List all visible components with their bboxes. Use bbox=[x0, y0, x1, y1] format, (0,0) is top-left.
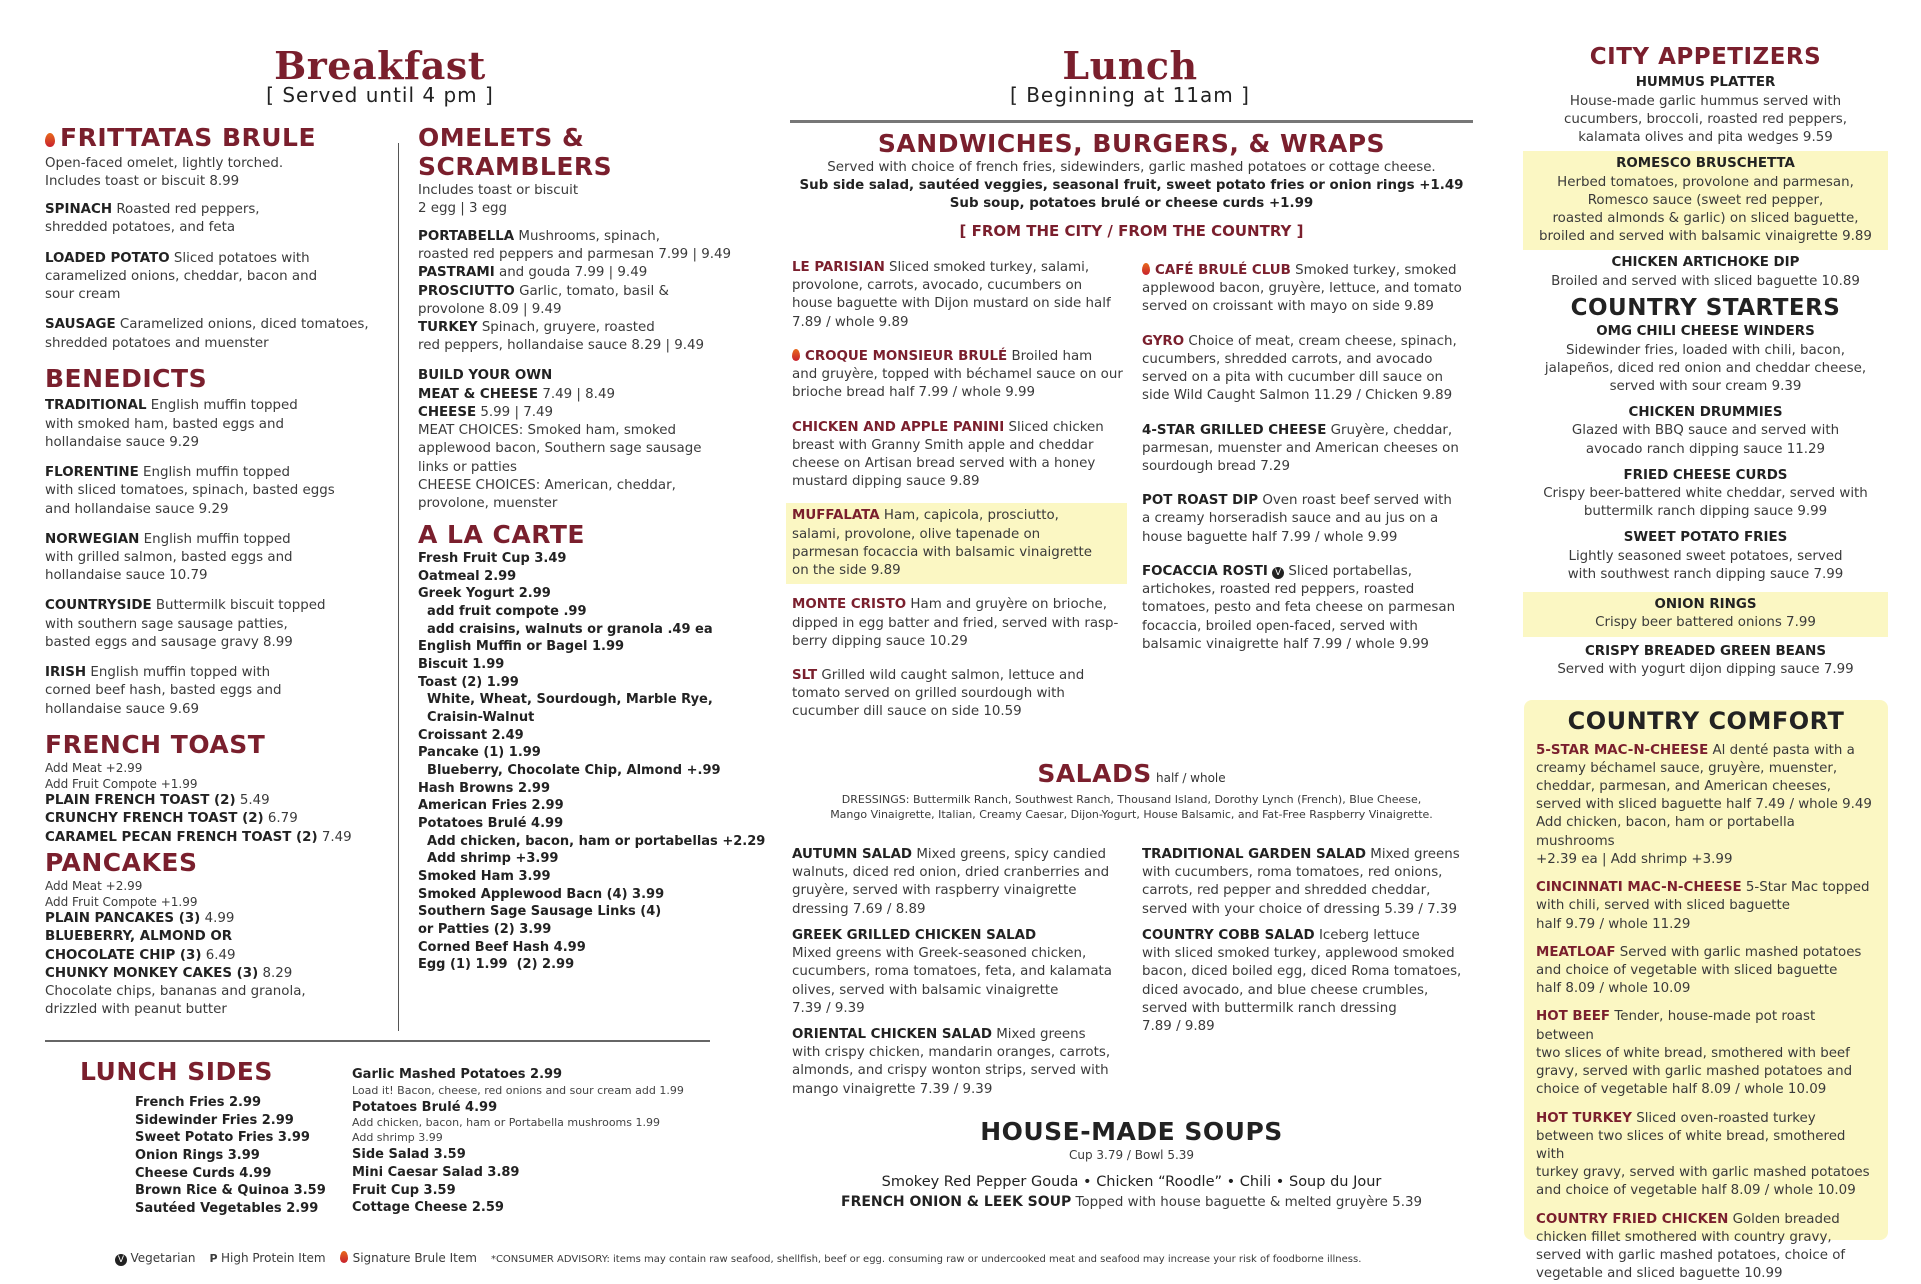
sandwiches-header bbox=[790, 130, 1473, 242]
list-item: Greek Yogurt 2.99 bbox=[418, 586, 551, 602]
omelets-heading: OMELETS & SCRAMBLERS bbox=[418, 123, 613, 181]
list-item: Mini Caesar Salad 3.89 bbox=[352, 1164, 520, 1180]
list-item: Oatmeal 2.99 bbox=[418, 568, 517, 584]
menu-item: FRIED CHEESE CURDS Crispy beer-battered white cheddar, served with buttermilk ranch dipping sauce 9.99 bbox=[1543, 467, 1868, 520]
menu-item: FLORENTINE English muffin topped with sliced tomatoes, spinach, basted eggs and hollandaise sauce 9.29 bbox=[45, 465, 335, 517]
list-item: Sidewinder Fries 2.99 bbox=[135, 1112, 294, 1128]
meat-choices: MEAT CHOICES: Smoked ham, smoked applewood bacon, Southern sage sausage links or patties bbox=[418, 423, 702, 475]
vegetarian-icon: V bbox=[1272, 567, 1284, 579]
menu-item: CROQUE MONSIEUR BRULÉ Broiled ham and gruyère, topped with béchamel sauce on our brioche bread half 7.99 / whole 9.99 bbox=[792, 348, 1123, 401]
cheese-choices: CHEESE CHOICES: American, cheddar, provolone, muenster bbox=[418, 477, 676, 511]
list-item: Potatoes Brulé 4.99 bbox=[352, 1099, 498, 1115]
a-la-carte-list bbox=[418, 550, 766, 974]
list-item: Egg (1) 1.99 (2) 2.99 bbox=[418, 957, 575, 973]
breakfast-col-left bbox=[45, 124, 390, 1019]
menu-item: COUNTRY FRIED CHICKEN Golden breaded chicken fillet smothered with country gravy, served with garlic mashed potatoes, choice of vegetable and sliced baguette 10.99 bbox=[1536, 1211, 1846, 1282]
lunch-sides-col1 bbox=[135, 1094, 326, 1218]
menu-item: TRADITIONAL English muffin topped with smoked ham, basted eggs and hollandaise sauce 9.29 bbox=[45, 398, 298, 450]
sandwiches-col-left bbox=[792, 259, 1127, 734]
list-item: Toast (2) 1.99 bbox=[418, 674, 519, 690]
menu-item-highlighted: ONION RINGS Crispy beer battered onions 7.99 bbox=[1523, 592, 1888, 636]
menu-item: IRISH English muffin topped with corned beef hash, basted eggs and hollandaise sauce 9.69 bbox=[45, 665, 282, 717]
a-la-carte-heading: A LA CARTE bbox=[418, 520, 585, 550]
menu-item: ORIENTAL CHICKEN SALAD Mixed greens with crispy chicken, mandarin oranges, carrots, almonds, and crispy wonton strips, served with mango vinaigrette 7.39 / 9.39 bbox=[792, 1026, 1111, 1097]
lunch-sides-col2 bbox=[352, 1066, 684, 1217]
list-item: Smoked Applewood Bacn (4) 3.99 bbox=[418, 886, 665, 902]
lunch-sides-heading: LUNCH SIDES bbox=[80, 1057, 273, 1086]
list-item: Add chicken, bacon, ham or portabellas +2.29 bbox=[418, 833, 766, 849]
list-item: Southern Sage Sausage Links (4) bbox=[418, 904, 662, 920]
list-item: French Fries 2.99 bbox=[135, 1095, 262, 1110]
menu-item: SPINACH Roasted red peppers, shredded potatoes, and feta bbox=[45, 202, 260, 236]
add-fruit-note: Add Fruit Compote +1.99 bbox=[45, 776, 198, 791]
list-item: White, Wheat, Sourdough, Marble Rye, bbox=[418, 692, 713, 708]
dressings-line1: DRESSINGS: Buttermilk Ranch, Southwest Ranch, Thousand Island, Dorothy Lynch (French), Blue Cheese, bbox=[841, 792, 1422, 806]
menu-item: PORTABELLA Mushrooms, spinach, roasted red peppers and parmesan 7.99 | 9.49 bbox=[418, 228, 732, 263]
menu-item-highlighted: ROMESCO BRUSCHETTA Herbed tomatoes, provolone and parmesan, Romesco sauce (sweet red pepper, roasted almonds & garlic) on sliced baguette, broiled and served with balsamic vinaigrette 9.89 bbox=[1523, 151, 1888, 250]
menu-item: HUMMUS PLATTER House-made garlic hummus served with cucumbers, broccoli, roasted red peppers, kalamata olives and pita wedges 9.59 bbox=[1563, 75, 1847, 146]
menu-item: CHICKEN AND APPLE PANINI Sliced chicken breast with Granny Smith apple and cheddar cheese on Artisan bread served with a honey mustard dipping sauce 9.89 bbox=[792, 419, 1104, 490]
soups-section bbox=[790, 1118, 1473, 1212]
salads-heading: SALADS bbox=[1037, 759, 1152, 788]
menu-item: CHEESE 5.99 | 7.49 bbox=[418, 404, 554, 420]
list-item: Pancake (1) 1.99 bbox=[418, 745, 541, 761]
menu-item: PLAIN PANCAKES (3) 4.99 bbox=[45, 911, 235, 927]
add-meat-note: Add Meat +2.99 bbox=[45, 878, 143, 893]
menu-item: GYRO Choice of meat, cream cheese, spinach, cucumbers, shredded carrots, and avocado served on a pita with cucumber dill sauce on side Wild Caught Salmon 11.29 / Chicken 9.89 bbox=[1142, 333, 1457, 404]
breakfast-col-right bbox=[418, 123, 766, 974]
sandwiches-heading: SANDWICHES, BURGERS, & WRAPS bbox=[877, 129, 1386, 158]
menu-item: SAUSAGE Caramelized onions, diced tomatoes, shredded potatoes and muenster bbox=[45, 317, 369, 351]
list-item: Sautéed Vegetables 2.99 bbox=[135, 1201, 319, 1217]
soups-prices: Cup 3.79 / Bowl 5.39 bbox=[1068, 1147, 1195, 1162]
menu-item: HOT BEEF Tender, house-made pot roast between two slices of white bread, smothered with beef gravy, served with garlic mashed potatoes and choice of vegetable half 8.09 / whole 10.09 bbox=[1536, 1009, 1853, 1098]
list-item: Brown Rice & Quinoa 3.59 bbox=[135, 1183, 326, 1199]
menu-item: COUNTRYSIDE Buttermilk biscuit topped with southern sage sausage patties, basted eggs and sausage gravy 8.99 bbox=[45, 598, 326, 650]
menu-item: TURKEY Spinach, gruyere, roasted red peppers, hollandaise sauce 8.29 | 9.49 bbox=[418, 320, 705, 354]
menu-item: NORWEGIAN English muffin topped with grilled salmon, basted eggs and hollandaise sauce 10.79 bbox=[45, 531, 293, 584]
flame-icon bbox=[340, 1251, 348, 1263]
protein-icon: P bbox=[209, 1252, 218, 1265]
menu-item: CHICKEN DRUMMIES Glazed with BBQ sauce and served with avocado ranch dipping sauce 11.29 bbox=[1571, 405, 1840, 457]
add-fruit-note: Add Fruit Compote +1.99 bbox=[45, 894, 198, 909]
menu-item: TRADITIONAL GARDEN SALAD Mixed greens with cucumbers, roma tomatoes, red onions, carrots, red pepper and shredded cheddar, served with your choice of dressing 5.39 / 7.39 bbox=[1142, 847, 1460, 917]
menu-item: LOADED POTATO Sliced potatoes with caramelized onions, cheddar, bacon and sour cream bbox=[45, 250, 318, 303]
sandwiches-intro: Served with choice of french fries, sidewinders, garlic mashed potatoes or cottage cheese. bbox=[827, 159, 1436, 175]
add-meat-note: Add Meat +2.99 bbox=[45, 760, 143, 775]
lunch-title: Lunch bbox=[1062, 43, 1198, 88]
horizontal-divider bbox=[45, 1040, 710, 1042]
salads-header bbox=[790, 760, 1473, 823]
menu-item: HOT TURKEY Sliced oven-roasted turkey between two slices of white bread, smothered with turkey gravy, served with garlic mashed potatoes and choice of vegetable half 8.09 / whole 10.09 bbox=[1536, 1110, 1870, 1199]
list-item: Garlic Mashed Potatoes 2.99 bbox=[352, 1067, 563, 1082]
salads-sub: half / whole bbox=[1155, 771, 1226, 785]
dressings-line2: Mango Vinaigrette, Italian, Creamy Caesar, Dijon-Yogurt, House Balsamic, and Fat-Free Raspberry Vinaigrette. bbox=[830, 807, 1433, 821]
list-item: English Muffin or Bagel 1.99 bbox=[418, 639, 625, 655]
breakfast-subtitle: [ Served until 4 pm ] bbox=[266, 83, 494, 107]
omelets-intro: Includes toast or biscuit bbox=[418, 182, 579, 198]
soups-heading: HOUSE-MADE SOUPS bbox=[980, 1117, 1283, 1146]
city-country-banner: [ FROM THE CITY / FROM THE COUNTRY ] bbox=[959, 222, 1304, 241]
menu-item: 4-STAR GRILLED CHEESE Gruyère, cheddar, parmesan, muenster and American cheeses on sourdough bread 7.29 bbox=[1142, 422, 1459, 474]
list-item: Cottage Cheese 2.59 bbox=[352, 1200, 504, 1216]
vegetarian-icon: V bbox=[115, 1254, 127, 1266]
frittatas-intro: Open-faced omelet, lightly torched. Includes toast or biscuit 8.99 bbox=[45, 155, 284, 189]
menu-item: CINCINNATI MAC-N-CHEESE 5-Star Mac topped with chili, served with sliced baguette half 9.79 / whole 11.29 bbox=[1536, 880, 1870, 932]
benedicts-heading: BENEDICTS bbox=[45, 363, 208, 393]
country-starters-heading: COUNTRY STARTERS bbox=[1570, 294, 1841, 321]
lunch-divider bbox=[790, 120, 1473, 123]
list-item: Load it! Bacon, cheese, red onions and sour cream add 1.99 bbox=[352, 1083, 684, 1097]
menu-item: CARAMEL PECAN FRENCH TOAST (2) 7.49 bbox=[45, 829, 352, 845]
appetizers-column bbox=[1523, 44, 1888, 679]
list-item: Cheese Curds 4.99 bbox=[135, 1165, 272, 1181]
frittatas-heading: FRITTATAS BRULE bbox=[45, 124, 390, 153]
list-item: American Fries 2.99 bbox=[418, 798, 564, 814]
city-appetizers-heading: CITY APPETIZERS bbox=[1589, 44, 1822, 70]
list-item: Fresh Fruit Cup 3.49 bbox=[418, 550, 567, 566]
salads-col-left bbox=[792, 846, 1127, 1111]
menu-item: FOCACCIA ROSTI V Sliced portabellas, artichokes, roasted red peppers, roasted tomatoes, pesto and feta cheese on parmesan focaccia, broiled open-faced, served with balsamic vinaigrette half 7.99 / whole 9.99 bbox=[1142, 563, 1456, 652]
menu-item: CAFÉ BRULÉ CLUB Smoked turkey, smoked applewood bacon, gruyère, lettuce, and tomato served on croissant with mayo on side 9.89 bbox=[1142, 263, 1462, 315]
flame-icon bbox=[792, 349, 800, 361]
menu-item: COUNTRY COBB SALAD Iceberg lettuce with sliced smoked turkey, applewood smoked bacon, diced boiled egg, diced Roma tomatoes, diced avocado, and blue cheese crumbles, served with buttermilk ranch dressing 7.89 / 9.89 bbox=[1142, 927, 1462, 1034]
lunch-subtitle: [ Beginning at 11am ] bbox=[1010, 83, 1250, 107]
list-item: Blueberry, Chocolate Chip, Almond +.99 bbox=[418, 763, 721, 779]
menu-item: MONTE CRISTO Ham and gruyère on brioche, dipped in egg batter and fried, served with rasp- berry dipping sauce 10.29 bbox=[792, 597, 1119, 649]
flame-icon bbox=[45, 133, 55, 147]
list-item: Onion Rings 3.99 bbox=[135, 1148, 260, 1164]
menu-item: PLAIN FRENCH TOAST (2) 5.49 bbox=[45, 793, 270, 809]
list-item: Craisin-Walnut bbox=[418, 710, 535, 726]
legend-footer: V Vegetarian P High Protein Item Signature Brule Item *CONSUMER ADVISORY: items may contain raw seafood, shellfish, beef or egg. consuming raw or undercooked meat and seafood may increase your risk of foodborne illness. bbox=[115, 1250, 1515, 1267]
omelets-sizes: 2 egg | 3 egg bbox=[418, 200, 508, 216]
menu-item: CRUNCHY FRENCH TOAST (2) 6.79 bbox=[45, 811, 298, 827]
list-item: Potatoes Brulé 4.99 bbox=[418, 816, 564, 832]
breakfast-title: Breakfast bbox=[274, 43, 486, 88]
sandwiches-sub2: Sub soup, potatoes brulé or cheese curds +1.99 bbox=[949, 196, 1314, 212]
pancakes-heading: PANCAKES bbox=[45, 847, 198, 877]
menu-item: BLUEBERRY, ALMOND OR CHOCOLATE CHIP (3) 6.49 bbox=[45, 929, 236, 963]
country-comfort-box bbox=[1524, 700, 1888, 1282]
menu-item: 5-STAR MAC-N-CHEESE Al denté pasta with a creamy béchamel sauce, gruyère, muenster, cheddar, parmesan, and American cheeses, served with sliced baguette half 7.49 / whole 9.49 Add chicken, bacon, ham or portabella mushrooms +2.39 ea | Add shrimp +3.99 bbox=[1536, 742, 1872, 867]
menu-item: LE PARISIAN Sliced smoked turkey, salami, provolone, carrots, avocado, cucumbers on house baguette with Dijon mustard on side half 7.89 / whole 9.89 bbox=[792, 260, 1111, 330]
menu-item: OMG CHILI CHEESE WINDERS Sidewinder fries, loaded with chili, bacon, jalapeños, diced red onion and cheddar cheese, served with sour cream 9.39 bbox=[1544, 324, 1867, 394]
vertical-divider bbox=[398, 143, 399, 1031]
list-item: or Patties (2) 3.99 bbox=[418, 922, 552, 938]
menu-item: MEAT & CHEESE 7.49 | 8.49 bbox=[418, 386, 615, 402]
menu-item: CHUNKY MONKEY CAKES (3) 8.29 Chocolate chips, bananas and granola, drizzled with peanut butter bbox=[45, 965, 306, 1018]
menu-item: PASTRAMI and gouda 7.99 | 9.49 bbox=[418, 265, 648, 281]
menu-item: POT ROAST DIP Oven roast beef served with a creamy horseradish sauce and au jus on a house baguette half 7.99 / whole 9.99 bbox=[1142, 493, 1452, 545]
flame-icon bbox=[1142, 263, 1150, 275]
menu-item-highlighted: MUFFALATA Ham, capicola, prosciutto, salami, provolone, olive tapenade on parmesan focaccia with balsamic vinaigrette on the side 9.89 bbox=[786, 503, 1127, 584]
build-your-own: BUILD YOUR OWN bbox=[418, 368, 553, 384]
menu-item: CRISPY BREADED GREEN BEANS Served with yogurt dijon dipping sauce 7.99 bbox=[1557, 643, 1854, 677]
menu-item: PROSCIUTTO Garlic, tomato, basil & provolone 8.09 | 9.49 bbox=[418, 283, 669, 317]
menu-item: AUTUMN SALAD Mixed greens, spicy candied walnuts, diced red onion, dried cranberries and gruyère, served with raspberry vinaigrette dressing 7.69 / 8.89 bbox=[792, 847, 1110, 917]
french-toast-heading: FRENCH TOAST bbox=[45, 729, 266, 759]
list-item: add fruit compote .99 bbox=[418, 603, 587, 619]
list-item: add craisins, walnuts or granola .49 ea bbox=[418, 621, 713, 637]
list-item: Biscuit 1.99 bbox=[418, 657, 505, 672]
list-item: Hash Browns 2.99 bbox=[418, 780, 551, 796]
list-item: Sweet Potato Fries 3.99 bbox=[135, 1130, 310, 1146]
list-item: Smoked Ham 3.99 bbox=[418, 869, 551, 885]
menu-item: MEATLOAF Served with garlic mashed potatoes and choice of vegetable with sliced baguette half 8.09 / whole 10.09 bbox=[1536, 944, 1862, 997]
menu-item: CHICKEN ARTICHOKE DIP Broiled and served with sliced baguette 10.89 bbox=[1551, 255, 1860, 289]
list-item: Add shrimp 3.99 bbox=[352, 1131, 443, 1145]
soups-list: Smokey Red Pepper Gouda • Chicken “Roodle” • Chili • Soup du Jour bbox=[881, 1174, 1382, 1191]
list-item: Fruit Cup 3.59 bbox=[352, 1182, 456, 1198]
french-onion-soup: FRENCH ONION & LEEK SOUP Topped with house baguette & melted gruyère 5.39 bbox=[841, 1193, 1422, 1210]
sandwiches-col-right bbox=[1142, 262, 1477, 666]
menu-item: GREEK GRILLED CHICKEN SALAD Mixed greens with Greek-seasoned chicken, cucumbers, roma tomatoes, feta, and kalamata olives, served with balsamic vinaigrette 7.39 / 9.39 bbox=[792, 927, 1112, 1016]
list-item: Add shrimp +3.99 bbox=[418, 851, 559, 867]
list-item: Corned Beef Hash 4.99 bbox=[418, 939, 586, 955]
menu-item: SLT Grilled wild caught salmon, lettuce and tomato served on grilled sourdough with cucumber dill sauce on side 10.59 bbox=[792, 667, 1085, 720]
salads-col-right bbox=[1142, 846, 1477, 1048]
list-item: Add chicken, bacon, ham or Portabella mushrooms 1.99 bbox=[352, 1116, 660, 1130]
list-item: Side Salad 3.59 bbox=[352, 1147, 466, 1163]
menu-item: SWEET POTATO FRIES Lightly seasoned sweet potatoes, served with southwest ranch dipping sauce 7.99 bbox=[1567, 530, 1844, 582]
list-item: Croissant 2.49 bbox=[418, 727, 524, 743]
country-comfort-heading: COUNTRY COMFORT bbox=[1567, 707, 1845, 735]
sandwiches-sub1: Sub side salad, sautéed veggies, seasonal fruit, sweet potato fries or onion rings +1.49 bbox=[799, 177, 1464, 193]
